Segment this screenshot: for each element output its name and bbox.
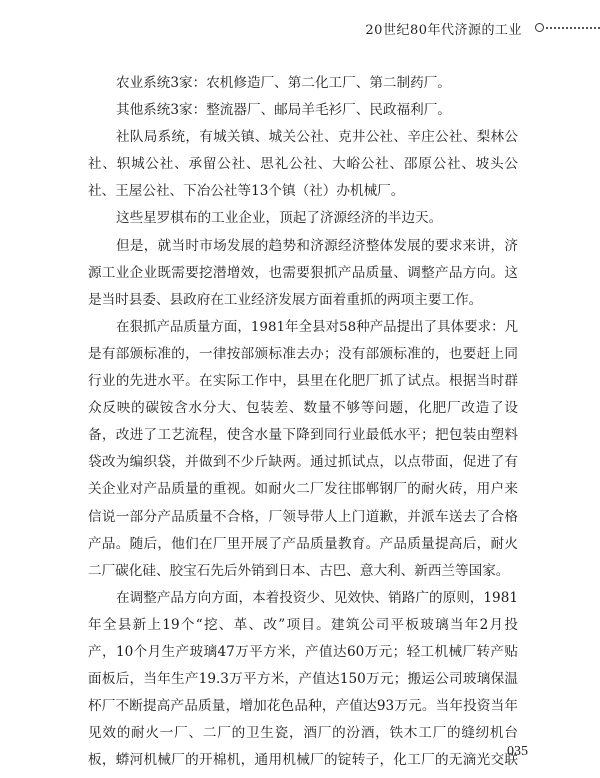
text-line: 板，蟒河机械厂的开棉机，通用机械厂的锭转子，化工厂的无滴光交联 <box>88 752 518 769</box>
text-line: 是有部颁标准的，一律按部颁标准去办；没有部颁标准的，也要赶上同 <box>88 345 518 362</box>
text-line: 产品。随后，他们在厂里开展了产品质量教育。产品质量提高后，耐火 <box>88 535 518 552</box>
running-header <box>0 0 600 40</box>
text-line: 这些星罗棋布的工业企业，顶起了济源经济的半边天。 <box>116 210 443 227</box>
text-line: 年全县新上19个“挖、革、改”项目。建筑公司平板玻璃当年2月投 <box>88 616 518 633</box>
text-line: 是当时县委、县政府在工业经济发展方面着重抓的两项主要工作。 <box>88 291 483 308</box>
text-line: 众反映的碳铵含水分大、包装差、数量不够等问题，化肥厂改造了设 <box>88 400 518 417</box>
header-dotted-rule <box>546 27 600 29</box>
page-number: 035 <box>507 744 528 759</box>
text-line: 源工业企业既需要挖潜增效，也需要狠抓产品质量、调整产品方向。这 <box>88 264 518 281</box>
text-line: 二厂碳化硅、胶宝石先后外销到日本、古巴、意大利、新西兰等国家。 <box>88 562 510 579</box>
text-line: 产，10个月生产玻璃47万平方米，产值达60万元；轻工机械厂转产贴 <box>88 643 518 660</box>
text-line: 关企业对产品质量的重视。如耐火二厂发往邯郸钢厂的耐火砖，用户来 <box>88 481 518 498</box>
text-line: 杯厂不断提高产品质量，增加花色品种，产值达93万元。当年投资当年 <box>88 698 518 715</box>
text-line: 在狠抓产品质量方面，1981年全县对58种产品提出了具体要求：凡 <box>116 319 518 335</box>
text-line: 见效的耐火一厂、二厂的卫生瓷，酒厂的汾酒，铁木工厂的缝纫机台 <box>88 725 518 742</box>
text-line: 行业的先进水平。在实际工作中，县里在化肥厂抓了试点。根据当时群 <box>88 373 518 390</box>
text-line: 社队局系统，有城关镇、城关公社、克井公社、辛庄公社、梨林公 <box>116 129 518 146</box>
text-line: 农业系统3家：农机修造厂、第二化工厂、第二制药厂。 <box>116 75 451 91</box>
text-line: 社、轵城公社、承留公社、思礼公社、大峪公社、邵原公社、坡头公 <box>88 156 518 173</box>
text-line: 但是，就当时市场发展的趋势和济源经济整体发展的要求来讲，济 <box>116 237 518 254</box>
text-line: 信说一部分产品质量不合格，厂领导带人上门道歉，并派车送去了合格 <box>88 508 518 525</box>
text-line: 面板后，当年生产19.3万平方米，产值达150万元；搬运公司玻璃保温 <box>88 671 518 688</box>
header-circle-ornament <box>535 23 544 32</box>
text-line: 在调整产品方向方面，本着投资少、见效快、销路广的原则，1981 <box>116 589 518 606</box>
text-line: 备，改进了工艺流程，使含水量下降到同行业最低水平；把包装由塑料 <box>88 427 518 444</box>
text-line: 社、王屋公社、下冶公社等13个镇（社）办机械厂。 <box>88 183 405 200</box>
text-line: 袋改为编织袋，并做到不少斤缺两。通过抓试点，以点带面，促进了有 <box>88 454 518 471</box>
body-text <box>88 70 518 774</box>
text-line: 其他系统3家：整流器厂、邮局羊毛衫厂、民政福利厂。 <box>116 102 451 119</box>
header-title: 20世纪80年代济源的工业 <box>365 23 522 38</box>
